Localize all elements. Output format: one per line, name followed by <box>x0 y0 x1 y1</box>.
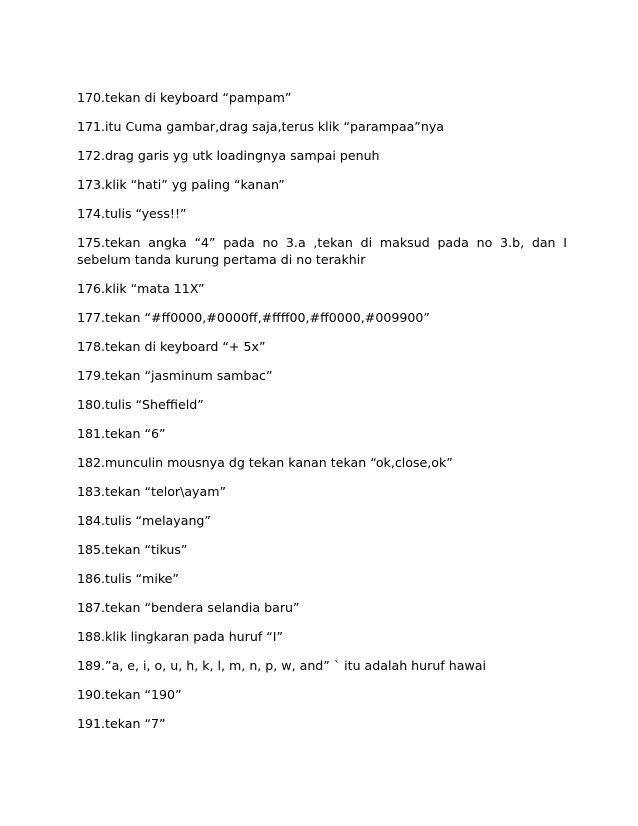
list-item: 172.drag garis yg utk loadingnya sampai penuh <box>77 148 380 163</box>
list-item: 188.klik lingkaran pada huruf “I” <box>77 629 284 644</box>
list-item: 186.tulis “mike” <box>77 571 179 586</box>
list-item: 183.tekan “telor\ayam” <box>77 484 227 499</box>
list-item: 171.itu Cuma gambar,drag saja,terus klik “parampaa”nya <box>77 119 444 134</box>
list-item: 189.”a, e, i, o, u, h, k, l, m, n, p, w, and” ` itu adalah huruf hawai <box>77 658 486 673</box>
list-item: 174.tulis “yess!!” <box>77 206 187 221</box>
list-item: 175.tekan angka “4” pada no 3.a ,tekan di maksud pada no 3.b, dan I <box>77 235 567 250</box>
list-item: 178.tekan di keyboard “+ 5x” <box>77 339 266 354</box>
document-page <box>77 89 567 744</box>
list-item: 181.tekan “6” <box>77 426 166 441</box>
list-item: 177.tekan “#ff0000,#0000ff,#ffff00,#ff0000,#009900” <box>77 310 430 325</box>
list-item: 185.tekan “tikus” <box>77 542 188 557</box>
list-item-continuation: sebelum tanda kurung pertama di no terakhir <box>77 252 366 267</box>
list-item: 191.tekan “7” <box>77 716 166 731</box>
list-item: 173.klik “hati” yg paling “kanan” <box>77 177 285 192</box>
list-item: 190.tekan “190” <box>77 687 182 702</box>
list-item: 184.tulis “melayang” <box>77 513 211 528</box>
list-item: 170.tekan di keyboard “pampam” <box>77 90 292 105</box>
list-item: 182.munculin mousnya dg tekan kanan tekan “ok,close,ok” <box>77 455 453 470</box>
list-item: 180.tulis “Sheffield” <box>77 397 204 412</box>
list-item: 176.klik “mata 11X” <box>77 281 205 296</box>
list-item: 187.tekan “bendera selandia baru” <box>77 600 300 615</box>
list-item: 179.tekan “jasminum sambac” <box>77 368 273 383</box>
